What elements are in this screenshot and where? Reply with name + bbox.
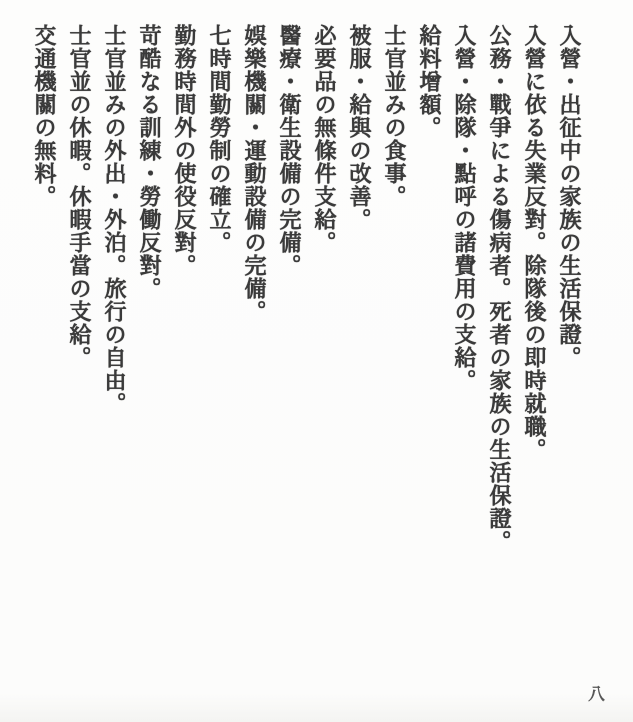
demand-item: 公務・戰爭による傷病者。死者の家族の生活保證。 — [487, 24, 512, 553]
demand-item: 給料增額。 — [417, 24, 442, 139]
demand-item: 交通機關の無料。 — [32, 24, 57, 208]
demand-item: 入營・除隊・點呼の諸費用の支給。 — [452, 24, 477, 392]
demand-item: 七時間勤勞制の確立。 — [207, 24, 232, 254]
demand-item: 入營に依る失業反對。除隊後の即時就職。 — [522, 24, 547, 461]
demand-item: 士官並みの食事。 — [382, 24, 407, 208]
demand-item: 必要品の無條件支給。 — [312, 24, 337, 254]
demand-item: 娛樂機關・運動設備の完備。 — [242, 24, 267, 323]
demand-item: 士官並の休暇。休暇手當の支給。 — [67, 24, 92, 369]
demand-list — [27, 24, 587, 609]
demand-item: 士官並みの外出・外泊。旅行の自由。 — [102, 24, 127, 415]
demand-item: 苛酷なる訓練・勞働反對。 — [137, 24, 162, 300]
demand-item: 醫療・衛生設備の完備。 — [277, 24, 302, 277]
demand-item: 被服・給與の改善。 — [347, 24, 372, 231]
demand-item: 入營・出征中の家族の生活保證。 — [557, 24, 582, 369]
demand-item: 勤務時間外の使役反對。 — [172, 24, 197, 277]
page-number: 八 — [585, 685, 604, 702]
